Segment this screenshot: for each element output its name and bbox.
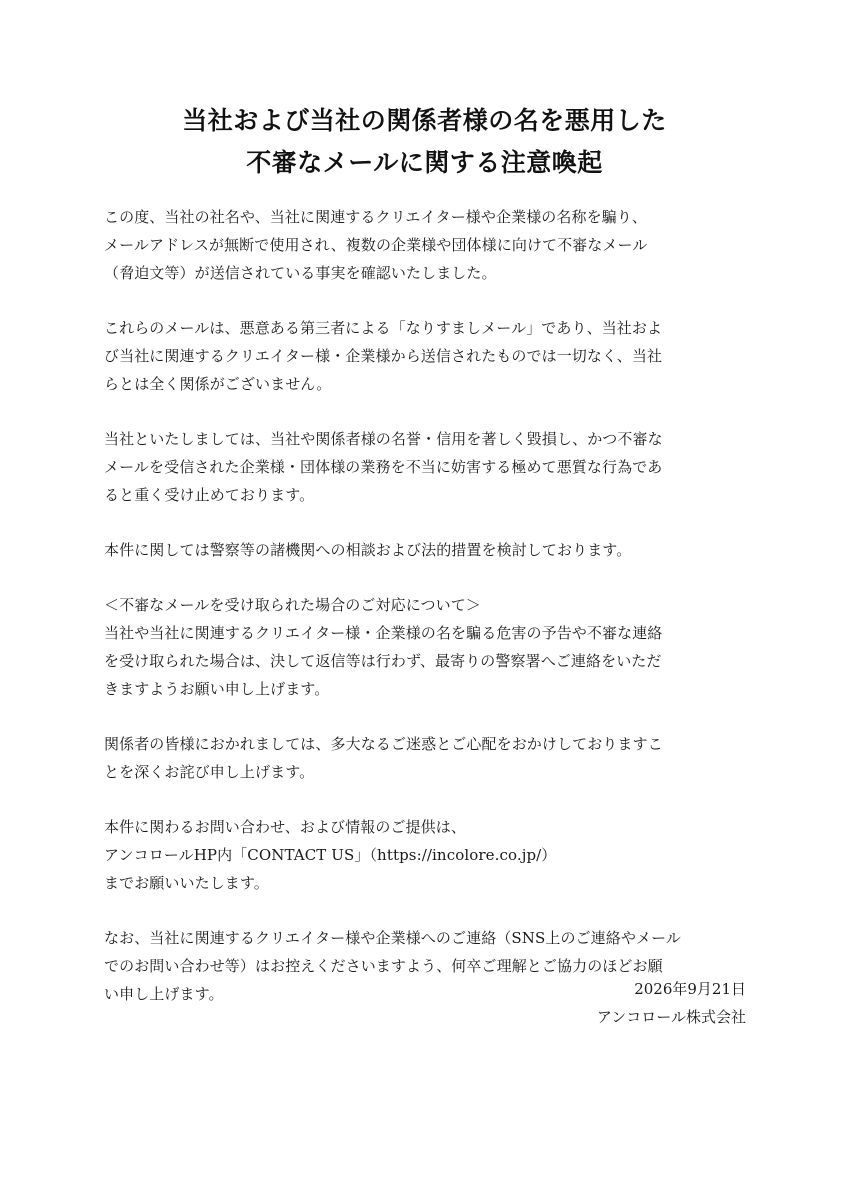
paragraph-line: び当社に関連するクリエイター様・企業様から送信されたものでは一切なく、当社 — [104, 347, 663, 365]
paragraph-line: ると重く受け止めております。 — [104, 486, 315, 504]
paragraph-line: なお、当社に関連するクリエイター様や企業様へのご連絡（SNS上のご連絡やメール — [104, 929, 681, 947]
signature-block — [597, 975, 746, 1031]
contact-line: アンコロールHP内「CONTACT US」（https://incolore.co.jp/） — [104, 846, 557, 864]
paragraph-line: 本件に関しては警察等の諸機関への相談および法的措置を検討しております。 — [104, 541, 632, 559]
paragraph-line: でのお問い合わせ等）はお控えくださいますよう、何卒ご理解とご協力のほどお願 — [104, 957, 663, 975]
paragraph-7 — [104, 813, 754, 897]
paragraph-line: 関係者の皆様におかれましては、多大なるご迷惑とご心配をおかけしておりますこ — [104, 735, 663, 753]
paragraph-line: メールアドレスが無断で使用され、複数の企業様や団体様に向けて不審なメール — [104, 236, 648, 254]
paragraph-line: らとは全く関係がございません。 — [104, 375, 332, 393]
paragraph-line: 当社や当社に関連するクリエイター様・企業様の名を騙る危害の予告や不審な連絡 — [104, 624, 663, 642]
signature-date: 2026年9月21日 — [634, 980, 746, 998]
signature-company: アンコロール株式会社 — [596, 1008, 746, 1026]
title-line-1: 当社および当社の関係者様の名を悪用した — [182, 106, 667, 135]
paragraph-line: 本件に関わるお問い合わせ、および情報のご提供は、 — [104, 818, 466, 836]
paragraph-line: を受け取られた場合は、決して返信等は行わず、最寄りの警察署へご連絡をいただ — [104, 652, 662, 670]
paragraph-line: までお願いいたします。 — [104, 874, 269, 892]
paragraph-line: い申し上げます。 — [104, 985, 224, 1003]
title-line-2: 不審なメールに関する注意喚起 — [246, 148, 603, 177]
paragraph-6 — [104, 730, 754, 786]
paragraph-4 — [104, 536, 754, 564]
paragraph-line: とを深くお詫び申し上げます。 — [104, 763, 315, 781]
paragraph-5 — [104, 591, 754, 703]
paragraph-line: この度、当社の社名や、当社に関連するクリエイター様や企業様の名称を騙り、 — [104, 208, 648, 226]
document-title — [0, 100, 849, 184]
section-heading: ＜不審なメールを受け取られた場合のご対応について＞ — [104, 596, 481, 614]
paragraph-1 — [104, 203, 754, 287]
document-body — [104, 203, 754, 1035]
paragraph-line: （脅迫文等）が送信されている事実を確認いたしました。 — [104, 264, 497, 282]
paragraph-line: きますようお願い申し上げます。 — [104, 680, 330, 698]
paragraph-line: メールを受信された企業様・団体様の業務を不当に妨害する極めて悪質な行為であ — [104, 458, 663, 476]
paragraph-line: これらのメールは、悪意ある第三者による「なりすましメール」であり、当社およ — [104, 319, 663, 337]
paragraph-3 — [104, 425, 754, 509]
paragraph-2 — [104, 314, 754, 398]
paragraph-line: 当社といたしましては、当社や関係者様の名誉・信用を著しく毀損し、かつ不審な — [104, 430, 663, 448]
